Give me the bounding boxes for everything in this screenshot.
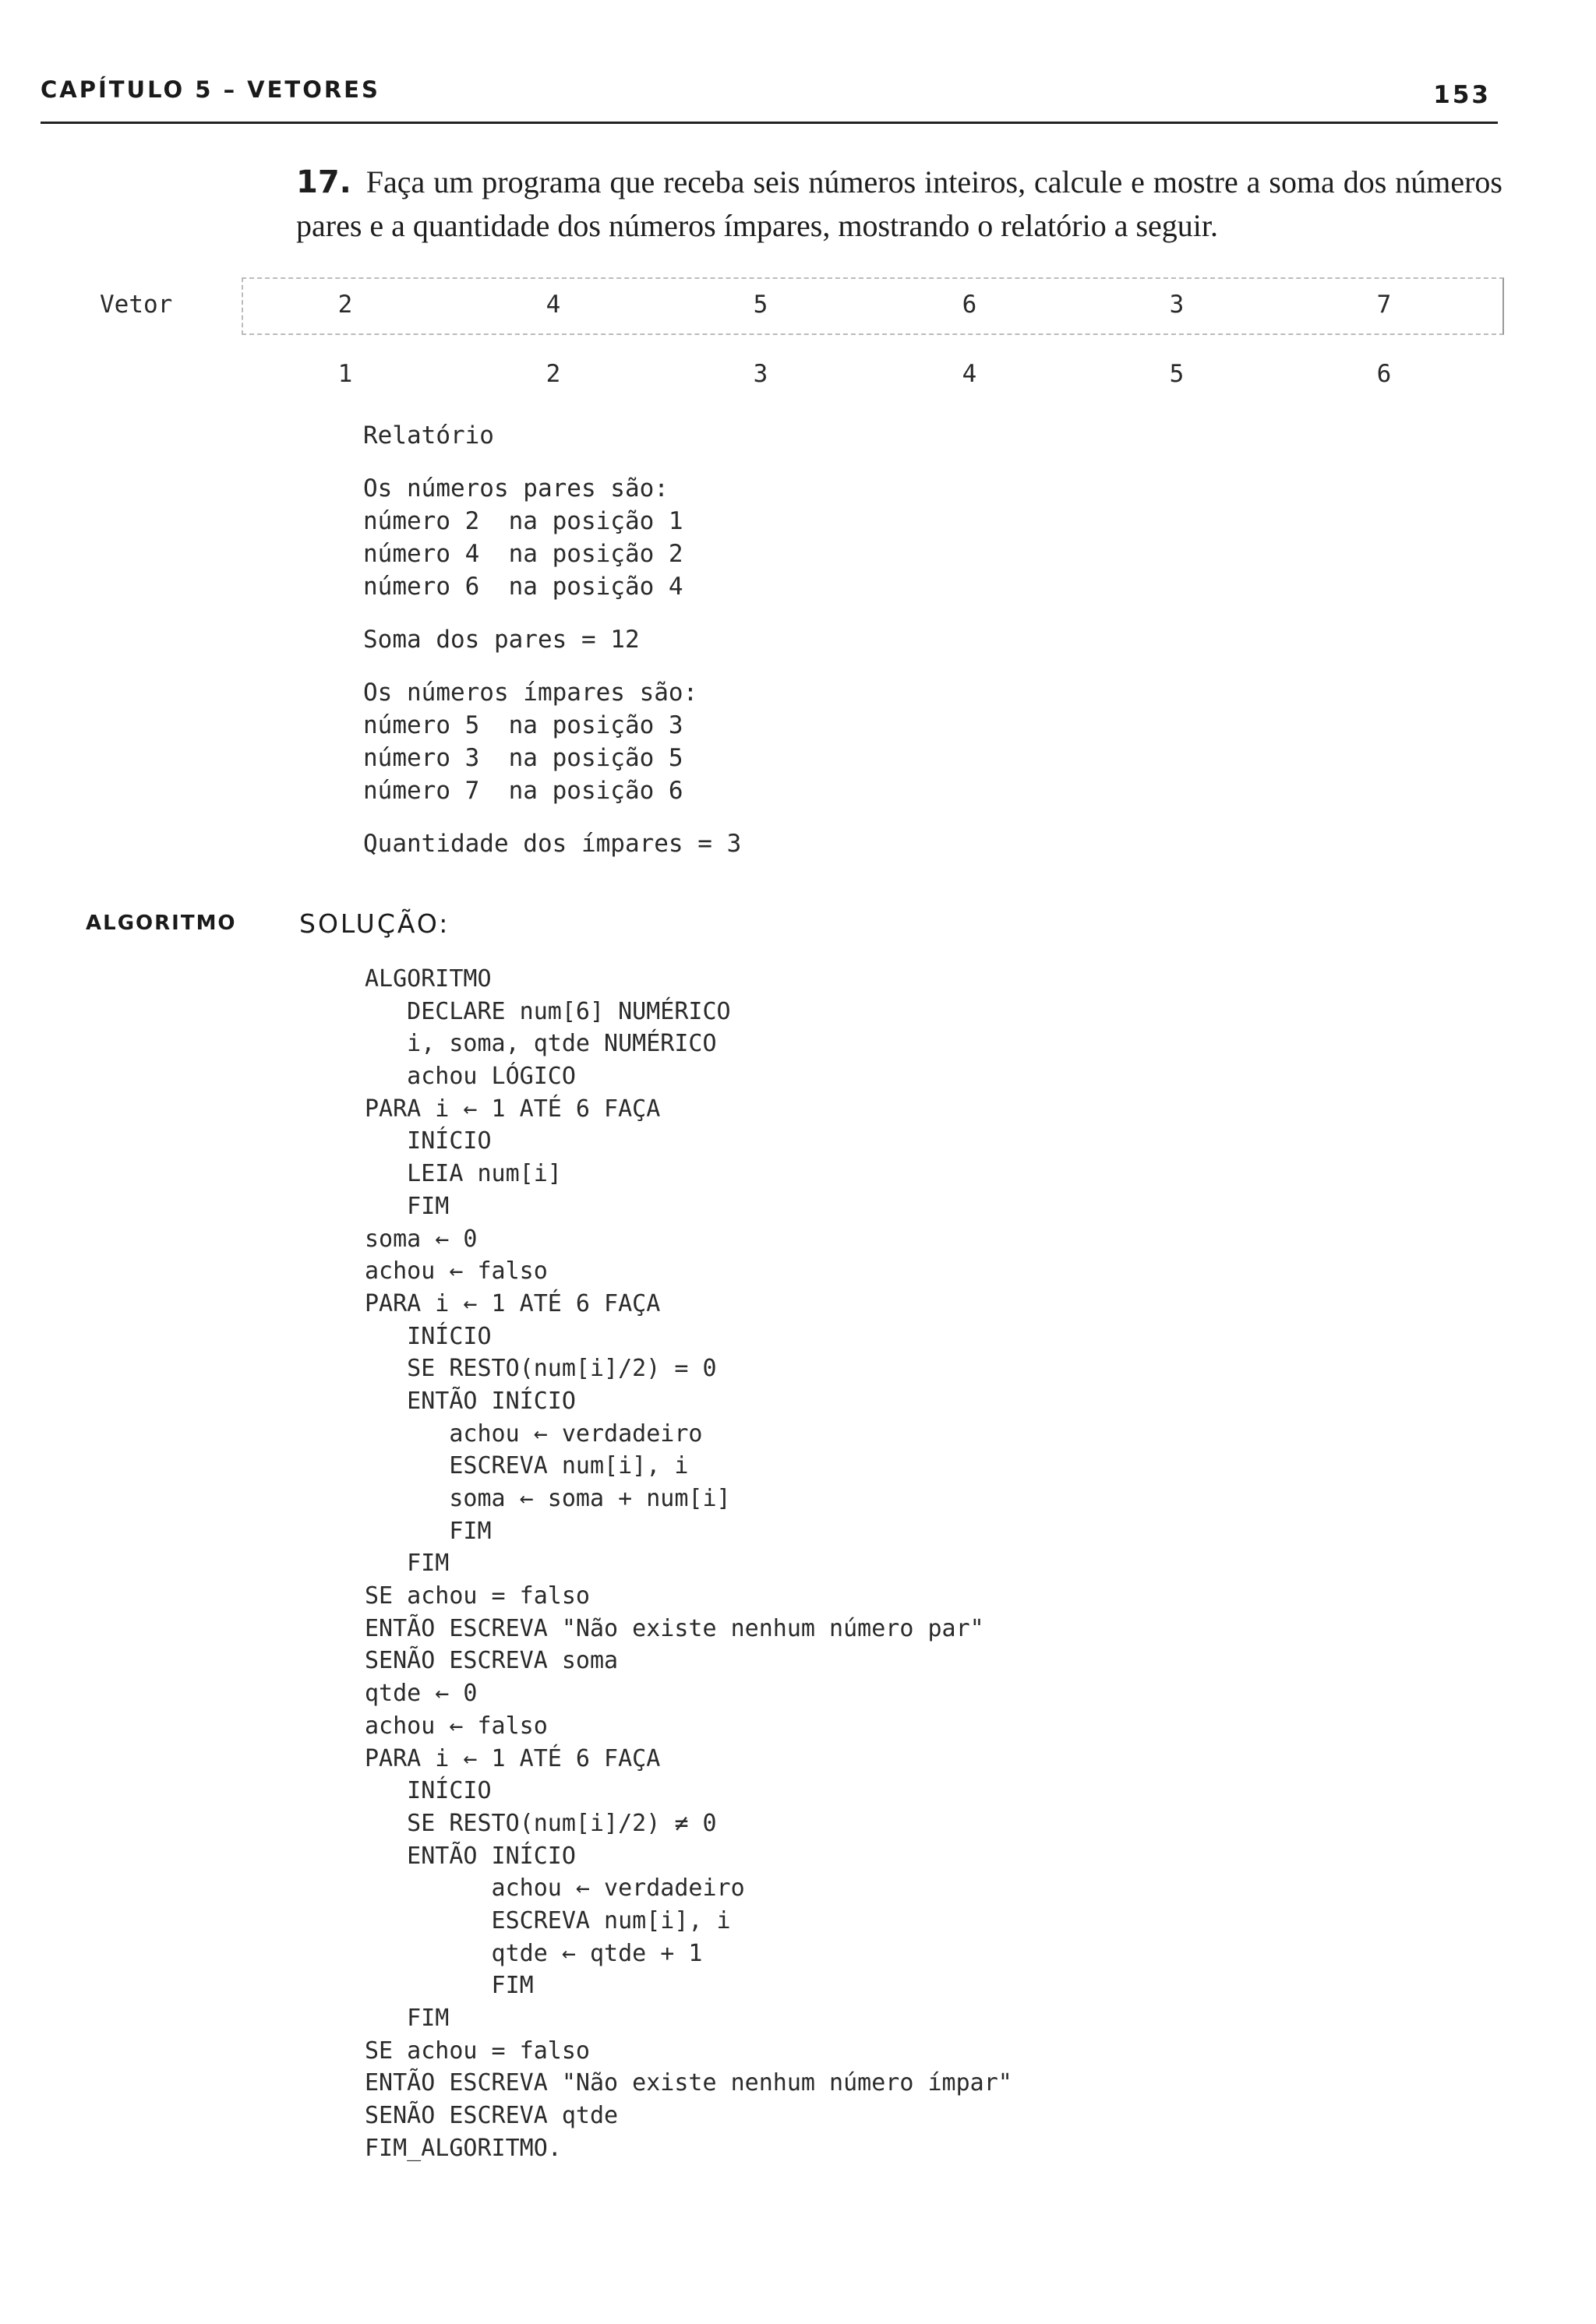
code-line: INÍCIO — [365, 1777, 492, 1805]
algorithm-side-label: ALGORITMO — [86, 912, 237, 935]
vector-value: 2 — [337, 291, 353, 319]
code-line: soma ← soma + num[i] — [365, 1485, 731, 1512]
odd-count: Quantidade dos ímpares = 3 — [363, 830, 742, 858]
code-line: FIM — [365, 1972, 534, 2000]
code-line: ENTÃO ESCREVA "Não existe nenhum número par" — [365, 1614, 984, 1642]
page-header — [41, 75, 1498, 124]
code-line: DECLARE num[6] NUMÉRICO — [365, 997, 731, 1025]
code-line: ENTÃO ESCREVA "Não existe nenhum número ímpar" — [365, 2069, 1012, 2097]
report-title: Relatório — [363, 421, 494, 450]
vector-index: 5 — [1169, 360, 1185, 388]
code-line: LEIA num[i] — [365, 1160, 562, 1188]
even-line: número 2 na posição 1 — [363, 507, 683, 535]
vector-label: Vetor — [100, 291, 173, 319]
code-line: achou ← verdadeiro — [365, 1419, 703, 1448]
code-line: ENTÃO INÍCIO — [365, 1842, 576, 1870]
odd-line: número 5 na posição 3 — [363, 711, 683, 739]
even-sum: Soma dos pares = 12 — [363, 626, 640, 654]
code-line: qtde ← 0 — [365, 1680, 478, 1708]
code-line: achou LÓGICO — [365, 1063, 576, 1091]
code-line: INÍCIO — [365, 1322, 492, 1350]
code-line: INÍCIO — [365, 1127, 492, 1155]
solution-title: SOLUÇÃO: — [299, 908, 450, 939]
vector-index: 3 — [753, 360, 768, 388]
code-line: ALGORITMO — [365, 965, 492, 993]
code-line: FIM — [365, 1517, 492, 1545]
code-line: FIM_ALGORITMO. — [365, 2134, 562, 2162]
code-line: SE RESTO(num[i]/2) ≠ 0 — [365, 1809, 717, 1837]
vector-value: 6 — [962, 291, 977, 319]
code-line: SENÃO ESCREVA qtde — [365, 2102, 619, 2130]
exercise-statement — [296, 160, 1502, 248]
code-line: SENÃO ESCREVA soma — [365, 1647, 619, 1675]
code-line: ESCREVA num[i], i — [365, 1452, 689, 1480]
code-line: i, soma, qtde NUMÉRICO — [365, 1030, 717, 1058]
code-line: achou ← falso — [365, 1712, 548, 1740]
report-block — [363, 419, 741, 860]
code-line: ENTÃO INÍCIO — [365, 1387, 576, 1415]
code-line: ESCREVA num[i], i — [365, 1906, 731, 1934]
page-number: 153 — [1433, 81, 1491, 109]
vector-value: 4 — [546, 291, 561, 319]
even-line: número 6 na posição 4 — [363, 573, 683, 601]
vector-index: 1 — [337, 360, 353, 388]
algorithm-code — [365, 963, 1012, 2164]
exercise-number: 17. — [296, 164, 351, 200]
even-header: Os números pares são: — [363, 474, 669, 503]
vector-value: 3 — [1169, 291, 1185, 319]
even-line: número 4 na posição 2 — [363, 540, 683, 568]
vector-box — [242, 277, 1504, 335]
code-line: qtde ← qtde + 1 — [365, 1939, 703, 1967]
code-line: soma ← 0 — [365, 1225, 478, 1253]
code-line: SE achou = falso — [365, 1582, 590, 1610]
code-line: FIM — [365, 1550, 450, 1578]
code-line: PARA i ← 1 ATÉ 6 FAÇA — [365, 1095, 661, 1123]
exercise-text: Faça um programa que receba seis números inteiros, calcule e mostre a soma dos números pares e a quantidade dos números ímpares, mostrando o relatório a seguir. — [296, 164, 1502, 243]
code-line: achou ← falso — [365, 1257, 548, 1285]
vector-index: 2 — [546, 360, 561, 388]
code-line: achou ← verdadeiro — [365, 1874, 745, 1903]
code-line: PARA i ← 1 ATÉ 6 FAÇA — [365, 1289, 661, 1317]
code-line: FIM — [365, 2005, 450, 2032]
code-line: PARA i ← 1 ATÉ 6 FAÇA — [365, 1744, 661, 1772]
odd-header: Os números ímpares são: — [363, 679, 698, 707]
odd-line: número 7 na posição 6 — [363, 777, 683, 805]
odd-line: número 3 na posição 5 — [363, 744, 683, 772]
vector-value: 5 — [753, 291, 768, 319]
code-line: FIM — [365, 1192, 450, 1220]
vector-value: 7 — [1376, 291, 1392, 319]
vector-index: 4 — [962, 360, 977, 388]
vector-index: 6 — [1376, 360, 1392, 388]
code-line: SE RESTO(num[i]/2) = 0 — [365, 1355, 717, 1383]
chapter-title: CAPÍTULO 5 – VETORES — [41, 76, 380, 103]
code-line: SE achou = falso — [365, 2037, 590, 2065]
